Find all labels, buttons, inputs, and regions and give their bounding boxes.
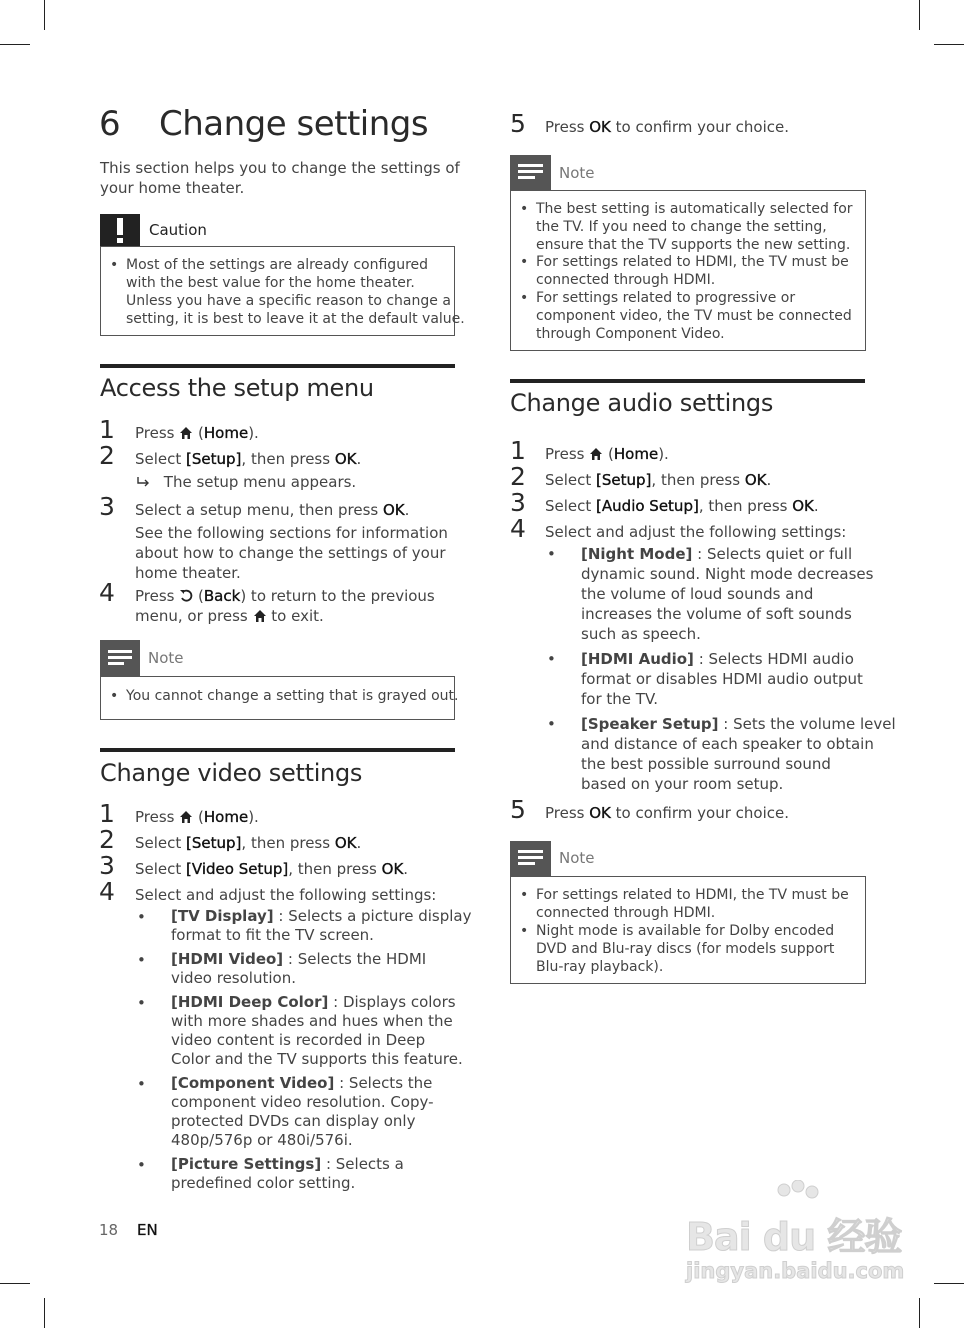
watermark-url: jingyan.baidu.com [686, 1259, 905, 1283]
step-text: Press (Back) to return to the previous menu, or press to exit. [135, 587, 435, 625]
bullet: • [137, 908, 146, 926]
section-title-access: Access the setup menu [100, 374, 374, 402]
step-detail: See the following sections for information about how to change the settings of your home theater. [135, 524, 448, 582]
caution-text: Most of the settings are already configured with the best value for the home theater. Unless you have a specific reason to change a setting, it is best to leave it at the default value. [126, 257, 465, 327]
chapter-title: Change settings [159, 104, 429, 144]
home-icon [589, 447, 603, 461]
bullet: • [137, 1075, 146, 1093]
bullet: • [137, 994, 146, 1012]
crop-mark [919, 0, 920, 30]
back-icon [179, 589, 193, 603]
step-text: Select [Setup], then press OK. [545, 471, 772, 489]
section-rule [100, 748, 455, 752]
note-lines-icon [100, 640, 140, 676]
option-hdmi-video: [HDMI Video] : Selects the HDMI video resolution. [171, 950, 427, 987]
bullet: • [110, 688, 119, 704]
step-text: Press (Home). [135, 808, 259, 826]
step-number: 4 [99, 578, 115, 607]
note-text: The best setting is automatically selected for the TV. If you need to change the setting, ensure that the TV supports the new setting. [536, 201, 853, 253]
step-number: 1 [99, 415, 115, 444]
step-text: Select and adjust the following settings: [545, 523, 847, 541]
step-text: Press OK to confirm your choice. [545, 804, 790, 822]
bullet: • [547, 545, 556, 563]
crop-mark [919, 1298, 920, 1328]
section-rule [100, 364, 455, 368]
home-icon [179, 426, 193, 440]
step-number: 4 [99, 877, 115, 906]
note-text: Night mode is available for Dolby encoded DVD and Blu-ray discs (for models support Blu-ray playback). [536, 923, 835, 975]
step-number: 4 [510, 514, 526, 543]
note-lines-icon [510, 155, 551, 190]
note-text: For settings related to HDMI, the TV must be connected through HDMI. [536, 254, 849, 288]
note-label: Note [559, 164, 595, 182]
bullet: • [520, 254, 529, 270]
step-number: 2 [99, 441, 115, 470]
note-label: Note [559, 849, 595, 867]
watermark-logo: Bai du 经验 [686, 1215, 902, 1259]
step-number: 1 [99, 799, 115, 828]
step-number: 2 [510, 462, 526, 491]
step-text: Select a setup menu, then press OK. [135, 501, 410, 519]
step-text: Select and adjust the following settings: [135, 886, 437, 904]
step-number: 3 [99, 851, 115, 880]
chapter-number: 6 [99, 104, 121, 144]
step-number: 3 [99, 492, 115, 521]
step-number: 2 [99, 825, 115, 854]
crop-mark [0, 1283, 30, 1284]
bullet: • [520, 887, 529, 903]
home-icon [179, 810, 193, 824]
note-text: For settings related to HDMI, the TV must be connected through HDMI. [536, 887, 849, 921]
option-component-video: [Component Video] : Selects the component video resolution. Copy- protected DVDs can display only 480p/576p or 480i/576i. [171, 1074, 434, 1149]
exclamation-icon [100, 214, 140, 246]
bullet: • [520, 923, 529, 939]
bullet: • [547, 650, 556, 668]
step-number: 3 [510, 488, 526, 517]
step-result: The setup menu appears. [135, 472, 356, 492]
result-arrow-icon [135, 475, 151, 489]
option-hdmi-deep-color: [HDMI Deep Color] : Displays colors with more shades and hues when the video content is recorded in Deep Color and the TV supports this feature. [171, 993, 463, 1068]
note-text: You cannot change a setting that is grayed out. [126, 688, 459, 704]
step-text: Select [Video Setup], then press OK. [135, 860, 409, 878]
bullet: • [520, 201, 529, 217]
page-number: 18 [99, 1221, 119, 1239]
step-text: Select [Audio Setup], then press OK. [545, 497, 819, 515]
caution-label: Caution [149, 221, 207, 239]
option-night-mode: [Night Mode] : Selects quiet or full dynamic sound. Night mode decreases the volume of loud sounds and increases the volume of soft sounds such as speech. [581, 545, 874, 643]
option-hdmi-audio: [HDMI Audio] : Selects HDMI audio format or disables HDMI audio output for the TV. [581, 650, 863, 708]
step-text: Press (Home). [545, 445, 669, 463]
section-title-audio: Change audio settings [510, 389, 774, 417]
bullet: • [110, 257, 119, 273]
step-text: Press OK to confirm your choice. [545, 118, 790, 136]
step-text: Select [Setup], then press OK. [135, 834, 362, 852]
option-picture-settings: [Picture Settings] : Selects a predefined color setting. [171, 1155, 404, 1192]
home-icon [253, 609, 267, 623]
bullet: • [137, 1156, 146, 1174]
option-tv-display: [TV Display] : Selects a picture display format to fit the TV screen. [171, 907, 472, 944]
step-number: 1 [510, 436, 526, 465]
bullet: • [137, 951, 146, 969]
option-speaker-setup: [Speaker Setup] : Sets the volume level and distance of each speaker to obtain the best possible surround sound based on your room setup. [581, 715, 896, 793]
crop-mark [44, 0, 45, 30]
section-title-video: Change video settings [100, 759, 363, 787]
crop-mark [934, 1283, 964, 1284]
paw-icon [768, 1180, 824, 1220]
bullet: • [520, 290, 529, 306]
step-text: Press (Home). [135, 424, 259, 442]
intro-text: This section helps you to change the settings of your home theater. [100, 159, 460, 197]
language-code: EN [137, 1221, 158, 1239]
step-number: 5 [510, 795, 526, 824]
note-text: For settings related to progressive or component video, the TV must be connected through Component Video. [536, 290, 852, 342]
bullet: • [547, 715, 556, 733]
note-label: Note [148, 649, 184, 667]
step-text: Select [Setup], then press OK. [135, 450, 362, 468]
section-rule [510, 379, 865, 383]
crop-mark [44, 1298, 45, 1328]
crop-mark [0, 44, 30, 45]
crop-mark [934, 44, 964, 45]
step-number: 5 [510, 109, 526, 138]
note-lines-icon [510, 841, 551, 876]
